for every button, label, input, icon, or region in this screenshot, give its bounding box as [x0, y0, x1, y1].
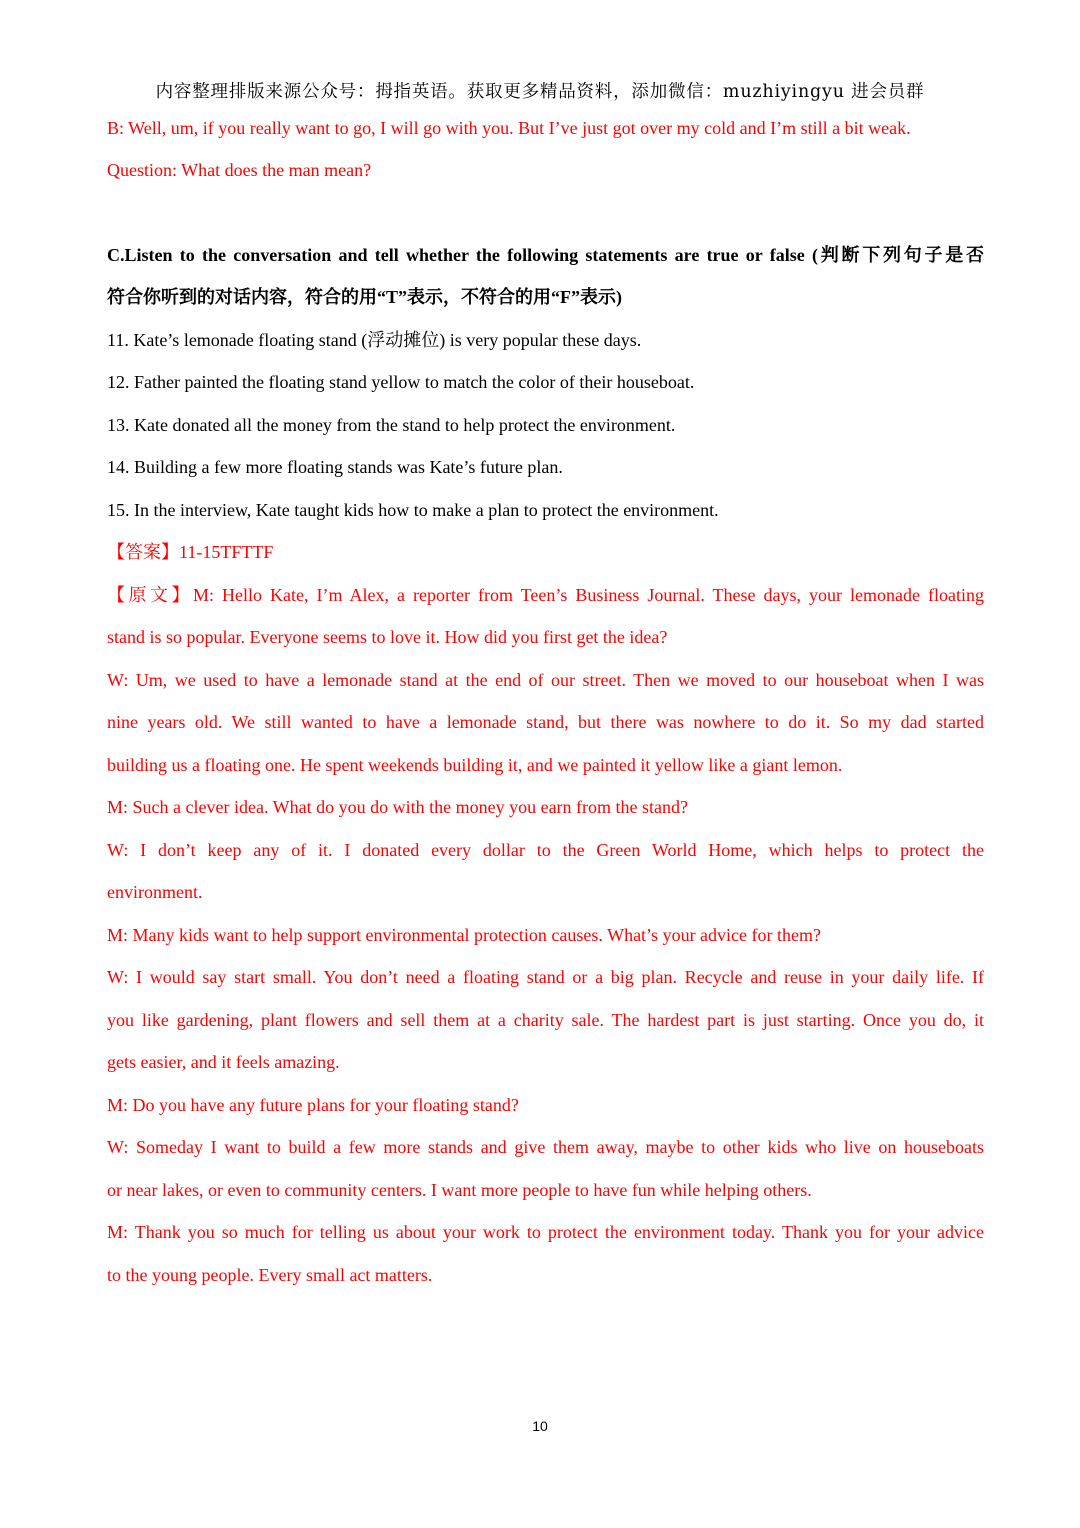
- transcript-line: M: Many kids want to help support environmental protection causes. What’s your advice for them?: [107, 925, 821, 945]
- page-number: 10: [532, 1418, 548, 1434]
- transcript-line: stand is so popular. Everyone seems to love it. How did you first get the idea?: [107, 627, 668, 647]
- dialog-line-b: B: Well, um, if you really want to go, I will go with you. But I’ve just got over my cold and I’m still a bit weak.: [107, 118, 911, 138]
- page-header: 内容整理排版来源公众号：拇指英语。获取更多精品资料，添加微信：muzhiyingyu 进会员群: [155, 82, 925, 102]
- statement-12: 12. Father painted the floating stand yellow to match the color of their houseboat.: [107, 372, 695, 392]
- question-line: Question: What does the man mean?: [107, 160, 372, 180]
- transcript-line: W: I don’t keep any of it. I donated every dollar to the Green World Home, which helps to protect the: [107, 840, 984, 860]
- transcript-line: building us a floating one. He spent weekends building it, and we painted it yellow like a giant lemon.: [107, 755, 843, 775]
- transcript-line: M: Thank you so much for telling us about your work to protect the environment today. Thank you for your advice: [107, 1222, 984, 1242]
- transcript-line: you like gardening, plant flowers and sell them at a charity sale. The hardest part is just starting. Once you do, it: [107, 1010, 984, 1030]
- transcript-line: W: Someday I want to build a few more stands and give them away, maybe to other kids who live on houseboats: [107, 1137, 984, 1157]
- transcript-line: M: Such a clever idea. What do you do with the money you earn from the stand?: [107, 797, 689, 817]
- transcript-line: nine years old. We still wanted to have a lemonade stand, but there was nowhere to do it. So my dad started: [107, 712, 984, 732]
- transcript-line: to the young people. Every small act matters.: [107, 1265, 433, 1285]
- statement-14: 14. Building a few more floating stands was Kate’s future plan.: [107, 457, 563, 477]
- transcript-line: M: Do you have any future plans for your floating stand?: [107, 1095, 519, 1115]
- statement-13: 13. Kate donated all the money from the stand to help protect the environment.: [107, 415, 676, 435]
- transcript-line: gets easier, and it feels amazing.: [107, 1052, 340, 1072]
- transcript-line: W: Um, we used to have a lemonade stand at the end of our street. Then we moved to our houseboat when I was: [107, 670, 984, 690]
- statement-11: 11. Kate’s lemonade floating stand (浮动摊位) is very popular these days.: [107, 330, 642, 350]
- transcript-line: W: I would say start small. You don’t need a floating stand or a big plan. Recycle and reuse in your daily life. If: [107, 967, 984, 987]
- answer-line: 【答案】11-15TFTTF: [107, 542, 274, 562]
- statement-15: 15. In the interview, Kate taught kids how to make a plan to protect the environment.: [107, 500, 719, 520]
- transcript-line: or near lakes, or even to community centers. I want more people to have fun while helping others.: [107, 1180, 812, 1200]
- section-c-title: C.Listen to the conversation and tell whether the following statements are true or false (判断下列句子是否: [107, 245, 984, 265]
- transcript-line: environment.: [107, 882, 203, 902]
- section-c-title-cont: 符合你听到的对话内容，符合的用“T”表示，不符合的用“F”表示): [107, 287, 622, 307]
- transcript-line: 【原文】M: Hello Kate, I’m Alex, a reporter from Teen’s Business Journal. These days, your lemonade floating: [107, 585, 984, 605]
